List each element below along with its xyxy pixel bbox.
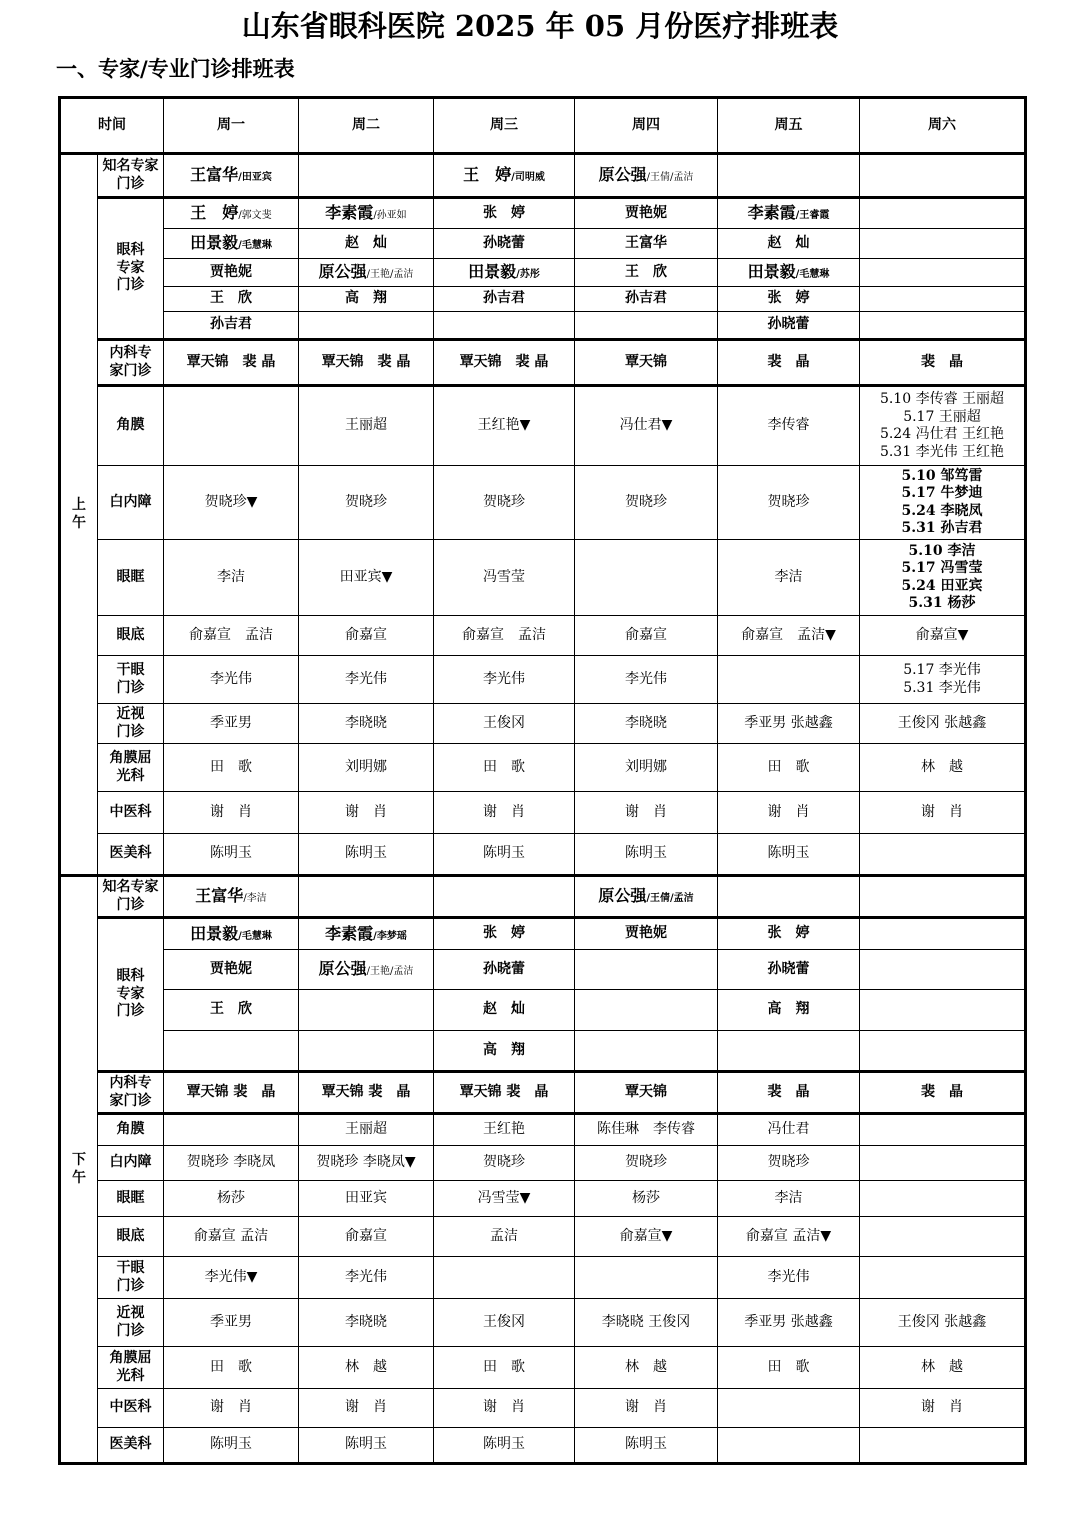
am-cornea-sat [860, 386, 1026, 466]
pm-expert-r4-thu [575, 1031, 718, 1072]
am-orbit-thu [575, 540, 718, 616]
pm-fundus-wed: 孟洁 [434, 1217, 575, 1257]
am-orbit-cat: 眼眶 [98, 540, 164, 616]
am-expert-r4-thu: 孙吉君 [575, 287, 718, 312]
pm-orbit-thu: 杨莎 [575, 1181, 718, 1217]
am-myopia-cat: 近视门诊 [98, 704, 164, 744]
am-famous-cat: 知名专家门诊 [98, 154, 164, 198]
pm-orbit-fri: 李洁 [718, 1181, 860, 1217]
am-dryeye-mon: 李光伟 [164, 656, 299, 704]
pm-internal-cat: 内科专家门诊 [98, 1072, 164, 1114]
am-refractive-thu: 刘明娜 [575, 744, 718, 792]
am-myopia-sat: 王俊冈 张越鑫 [860, 704, 1026, 744]
am-expert-r5-wed [434, 312, 575, 340]
pm-refractive-tue: 林 越 [299, 1347, 434, 1389]
pm-dryeye-thu [575, 1257, 718, 1299]
am-internal-cat: 内科专家门诊 [98, 340, 164, 386]
header-fri: 周五 [718, 98, 860, 154]
am-expert-r1-tue: 李素霞/孙亚如 [299, 198, 434, 229]
header-wed: 周三 [434, 98, 575, 154]
am-famous-sat [860, 154, 1026, 198]
pm-cataract-sat [860, 1146, 1026, 1181]
pm-famous-mon: 王富华/李洁 [164, 876, 299, 918]
am-tcm-mon: 谢 肖 [164, 792, 299, 834]
am-tcm-thu: 谢 肖 [575, 792, 718, 834]
am-expert-r4-mon: 王 欣 [164, 287, 299, 312]
am-dryeye-tue: 李光伟 [299, 656, 434, 704]
pm-expert-r1-tue: 李素霞/李梦瑶 [299, 918, 434, 950]
page-title: 山东省眼科医院 2025 年 05 月份医疗排班表 [241, 9, 839, 43]
pm-dryeye-row [60, 1257, 1026, 1299]
pm-cataract-fri: 贺晓珍 [718, 1146, 860, 1181]
am-cornea-row [60, 386, 1026, 466]
am-expert-r5-fri: 孙晓蕾 [718, 312, 860, 340]
am-dryeye-cat: 干眼门诊 [98, 656, 164, 704]
pm-refractive-mon: 田 歌 [164, 1347, 299, 1389]
pm-expert-r3-thu [575, 990, 718, 1031]
pm-expert-cat: 眼科专家门诊 [98, 918, 164, 1072]
am-myopia-fri: 季亚男 张越鑫 [718, 704, 860, 744]
am-internal-sat: 裴 晶 [860, 340, 1026, 386]
am-expert-r1-fri: 李素霞/王睿霞 [718, 198, 860, 229]
pm-expert-row-3 [60, 990, 1026, 1031]
am-cosmetic-wed: 陈明玉 [434, 834, 575, 876]
am-myopia-tue: 李晓晓 [299, 704, 434, 744]
am-internal-fri: 裴 晶 [718, 340, 860, 386]
am-cataract-tue: 贺晓珍 [299, 466, 434, 540]
am-refractive-wed: 田 歌 [434, 744, 575, 792]
am-cornea-sat-1: 5.10 李传睿 王丽超 [879, 391, 1005, 407]
header-sat: 周六 [860, 98, 1026, 154]
am-orbit-sat [860, 540, 1026, 616]
pm-refractive-cat: 角膜屈光科 [98, 1347, 164, 1389]
am-cornea-wed: 王红艳▼ [434, 386, 575, 466]
am-orbit-tue: 田亚宾▼ [299, 540, 434, 616]
am-cosmetic-thu: 陈明玉 [575, 834, 718, 876]
am-tcm-row [60, 792, 1026, 834]
am-cosmetic-mon: 陈明玉 [164, 834, 299, 876]
pm-fundus-cat: 眼底 [98, 1217, 164, 1257]
am-expert-r1-wed: 张 婷 [434, 198, 575, 229]
am-famous-row [60, 154, 1026, 198]
pm-myopia-sat: 王俊冈 张越鑫 [860, 1299, 1026, 1347]
am-fundus-wed: 俞嘉宣 孟洁 [434, 616, 575, 656]
header-row [60, 98, 1026, 154]
pm-refractive-fri: 田 歌 [718, 1347, 860, 1389]
pm-expert-r4-wed: 高 翔 [434, 1031, 575, 1072]
am-internal-tue: 覃天锦 裴 晶 [299, 340, 434, 386]
am-fundus-fri: 俞嘉宣 孟洁▼ [718, 616, 860, 656]
am-cataract-cat: 白内障 [98, 466, 164, 540]
pm-tcm-wed: 谢 肖 [434, 1389, 575, 1428]
am-expert-r2-fri: 赵 灿 [718, 229, 860, 259]
am-cataract-wed: 贺晓珍 [434, 466, 575, 540]
pm-fundus-thu: 俞嘉宣▼ [575, 1217, 718, 1257]
header-time: 时间 [60, 98, 164, 154]
am-famous-thu: 原公强/王倩/孟洁 [575, 154, 718, 198]
pm-cataract-row [60, 1146, 1026, 1181]
am-famous-fri [718, 154, 860, 198]
am-refractive-mon: 田 歌 [164, 744, 299, 792]
pm-internal-sat: 裴 晶 [860, 1072, 1026, 1114]
pm-internal-mon: 覃天锦 裴 晶 [164, 1072, 299, 1114]
pm-cataract-tue: 贺晓珍 李晓凤▼ [299, 1146, 434, 1181]
am-expert-r3-fri: 田景毅/毛慧琳 [718, 259, 860, 287]
am-orbit-fri: 李洁 [718, 540, 860, 616]
am-myopia-row [60, 704, 1026, 744]
am-expert-r2-thu: 王富华 [575, 229, 718, 259]
pm-expert-r1-fri: 张 婷 [718, 918, 860, 950]
am-expert-r3-thu: 王 欣 [575, 259, 718, 287]
am-expert-r4-sat [860, 287, 1026, 312]
pm-expert-r1-wed: 张 婷 [434, 918, 575, 950]
am-expert-r1-sat [860, 198, 1026, 229]
pm-myopia-thu: 李晓晓 王俊冈 [575, 1299, 718, 1347]
pm-expert-row-4 [60, 1031, 1026, 1072]
am-expert-row-4 [60, 287, 1026, 312]
am-expert-row-3 [60, 259, 1026, 287]
pm-orbit-sat [860, 1181, 1026, 1217]
pm-dryeye-mon: 李光伟▼ [164, 1257, 299, 1299]
pm-internal-tue: 覃天锦 裴 晶 [299, 1072, 434, 1114]
am-cosmetic-row [60, 834, 1026, 876]
am-cosmetic-cat: 医美科 [98, 834, 164, 876]
am-internal-row [60, 340, 1026, 386]
pm-expert-r2-sat [860, 950, 1026, 990]
am-dryeye-wed: 李光伟 [434, 656, 575, 704]
pm-expert-r2-thu [575, 950, 718, 990]
am-tcm-fri: 谢 肖 [718, 792, 860, 834]
pm-period-label [60, 876, 98, 1464]
am-expert-r2-sat [860, 229, 1026, 259]
pm-cataract-cat: 白内障 [98, 1146, 164, 1181]
am-cataract-row [60, 466, 1026, 540]
pm-cornea-thu: 陈佳琳 李传睿 [575, 1114, 718, 1146]
pm-expert-r4-fri [718, 1031, 860, 1072]
pm-myopia-fri: 季亚男 张越鑫 [718, 1299, 860, 1347]
am-tcm-wed: 谢 肖 [434, 792, 575, 834]
am-tcm-tue: 谢 肖 [299, 792, 434, 834]
header-thu: 周四 [575, 98, 718, 154]
header-mon: 周一 [164, 98, 299, 154]
am-refractive-cat: 角膜屈光科 [98, 744, 164, 792]
am-cornea-sat-2: 5.17 王丽超 [903, 408, 981, 425]
pm-famous-cat: 知名专家门诊 [98, 876, 164, 918]
pm-tcm-tue: 谢 肖 [299, 1389, 434, 1428]
pm-cornea-cat: 角膜 [98, 1114, 164, 1146]
pm-famous-row [60, 876, 1026, 918]
pm-internal-thu: 覃天锦 [575, 1072, 718, 1114]
pm-myopia-cat: 近视门诊 [98, 1299, 164, 1347]
am-expert-r3-mon: 贾艳妮 [164, 259, 299, 287]
pm-expert-r1-sat [860, 918, 1026, 950]
pm-famous-tue [299, 876, 434, 918]
am-cornea-fri: 李传睿 [718, 386, 860, 466]
pm-dryeye-cat: 干眼门诊 [98, 1257, 164, 1299]
pm-expert-r3-tue [299, 990, 434, 1031]
am-myopia-wed: 王俊冈 [434, 704, 575, 744]
am-cosmetic-sat [860, 834, 1026, 876]
pm-tcm-cat: 中医科 [98, 1389, 164, 1428]
header-tue: 周二 [299, 98, 434, 154]
pm-famous-sat [860, 876, 1026, 918]
schedule-table [58, 96, 1027, 1465]
pm-orbit-row [60, 1181, 1026, 1217]
pm-cornea-fri: 冯仕君 [718, 1114, 860, 1146]
pm-tcm-mon: 谢 肖 [164, 1389, 299, 1428]
pm-cornea-sat [860, 1114, 1026, 1146]
pm-myopia-tue: 李晓晓 [299, 1299, 434, 1347]
pm-cosmetic-mon: 陈明玉 [164, 1428, 299, 1464]
pm-dryeye-tue: 李光伟 [299, 1257, 434, 1299]
pm-cosmetic-row [60, 1428, 1026, 1464]
am-expert-r2-tue: 赵 灿 [299, 229, 434, 259]
pm-fundus-mon: 俞嘉宣 孟洁 [164, 1217, 299, 1257]
am-expert-r5-tue [299, 312, 434, 340]
am-expert-r5-sat [860, 312, 1026, 340]
am-cataract-sat-4: 5.31 孙吉君 [901, 520, 983, 536]
am-expert-r3-tue: 原公强/王艳/孟洁 [299, 259, 434, 287]
pm-tcm-thu: 谢 肖 [575, 1389, 718, 1428]
am-fundus-row [60, 616, 1026, 656]
am-fundus-cat: 眼底 [98, 616, 164, 656]
am-expert-r2-mon: 田景毅/毛慧琳 [164, 229, 299, 259]
pm-expert-r1-thu: 贾艳妮 [575, 918, 718, 950]
am-cataract-sat-1: 5.10 邹笃雷 [901, 467, 983, 484]
pm-orbit-cat: 眼眶 [98, 1181, 164, 1217]
pm-cataract-wed: 贺晓珍 [434, 1146, 575, 1181]
pm-internal-wed: 覃天锦 裴 晶 [434, 1072, 575, 1114]
am-orbit-sat-4: 5.31 杨莎 [908, 595, 976, 611]
am-refractive-fri: 田 歌 [718, 744, 860, 792]
pm-orbit-tue: 田亚宾 [299, 1181, 434, 1217]
am-cosmetic-fri: 陈明玉 [718, 834, 860, 876]
am-fundus-mon: 俞嘉宣 孟洁 [164, 616, 299, 656]
pm-orbit-wed: 冯雪莹▼ [434, 1181, 575, 1217]
am-cataract-thu: 贺晓珍 [575, 466, 718, 540]
pm-cornea-tue: 王丽超 [299, 1114, 434, 1146]
am-famous-mon: 王富华/田亚宾 [164, 154, 299, 198]
am-orbit-mon: 李洁 [164, 540, 299, 616]
pm-fundus-row [60, 1217, 1026, 1257]
pm-internal-fri: 裴 晶 [718, 1072, 860, 1114]
pm-famous-wed [434, 876, 575, 918]
am-internal-thu: 覃天锦 [575, 340, 718, 386]
am-cornea-mon [164, 386, 299, 466]
pm-dryeye-sat [860, 1257, 1026, 1299]
pm-refractive-row [60, 1347, 1026, 1389]
am-label: 上午 [72, 497, 86, 531]
am-fundus-thu: 俞嘉宣 [575, 616, 718, 656]
am-cataract-fri: 贺晓珍 [718, 466, 860, 540]
am-cataract-mon: 贺晓珍▼ [164, 466, 299, 540]
pm-expert-r3-fri: 高 翔 [718, 990, 860, 1031]
am-refractive-sat: 林 越 [860, 744, 1026, 792]
am-tcm-cat: 中医科 [98, 792, 164, 834]
pm-expert-row-1 [60, 918, 1026, 950]
pm-myopia-mon: 季亚男 [164, 1299, 299, 1347]
am-orbit-sat-3: 5.24 田亚宾 [901, 577, 983, 594]
am-cosmetic-tue: 陈明玉 [299, 834, 434, 876]
am-cornea-sat-3: 5.24 冯仕君 王红艳 [879, 426, 1005, 442]
am-cataract-sat-3: 5.24 李晓凤 [901, 502, 983, 519]
am-orbit-sat-2: 5.17 冯雪莹 [901, 560, 983, 576]
am-refractive-row [60, 744, 1026, 792]
pm-refractive-sat: 林 越 [860, 1347, 1026, 1389]
pm-dryeye-fri: 李光伟 [718, 1257, 860, 1299]
am-expert-row-1 [60, 198, 1026, 229]
am-dryeye-fri [718, 656, 860, 704]
am-expert-row-5 [60, 312, 1026, 340]
pm-expert-r2-wed: 孙晓蕾 [434, 950, 575, 990]
am-dryeye-thu: 李光伟 [575, 656, 718, 704]
pm-expert-r3-sat [860, 990, 1026, 1031]
pm-label: 下午 [72, 1152, 86, 1186]
pm-cataract-mon: 贺晓珍 李晓凤 [164, 1146, 299, 1181]
am-dryeye-sat-2: 5.31 李光伟 [903, 679, 981, 696]
pm-refractive-wed: 田 歌 [434, 1347, 575, 1389]
pm-dryeye-wed [434, 1257, 575, 1299]
pm-expert-r2-mon: 贾艳妮 [164, 950, 299, 990]
am-cornea-cat: 角膜 [98, 386, 164, 466]
pm-cornea-wed: 王红艳 [434, 1114, 575, 1146]
am-orbit-wed: 冯雪莹 [434, 540, 575, 616]
am-cornea-sat-4: 5.31 李光伟 王红艳 [879, 443, 1005, 460]
section-subtitle: 一、专家/专业门诊排班表 [56, 56, 295, 81]
pm-expert-r4-sat [860, 1031, 1026, 1072]
am-expert-r1-thu: 贾艳妮 [575, 198, 718, 229]
pm-expert-r2-tue: 原公强/王艳/孟洁 [299, 950, 434, 990]
pm-fundus-fri: 俞嘉宣 孟洁▼ [718, 1217, 860, 1257]
pm-cosmetic-fri [718, 1428, 860, 1464]
am-cornea-tue: 王丽超 [299, 386, 434, 466]
am-expert-r3-sat [860, 259, 1026, 287]
pm-orbit-mon: 杨莎 [164, 1181, 299, 1217]
am-orbit-row [60, 540, 1026, 616]
pm-expert-r1-mon: 田景毅/毛慧琳 [164, 918, 299, 950]
pm-myopia-row [60, 1299, 1026, 1347]
pm-expert-r4-mon [164, 1031, 299, 1072]
am-expert-r2-wed: 孙晓蕾 [434, 229, 575, 259]
am-expert-cat: 眼科专家门诊 [98, 198, 164, 340]
pm-cosmetic-sat [860, 1428, 1026, 1464]
am-myopia-mon: 季亚男 [164, 704, 299, 744]
am-period-label [60, 154, 98, 876]
am-famous-wed: 王 婷/司明威 [434, 154, 575, 198]
am-fundus-sat: 俞嘉宣▼ [860, 616, 1026, 656]
am-expert-r3-wed: 田景毅/苏彤 [434, 259, 575, 287]
pm-fundus-sat [860, 1217, 1026, 1257]
pm-cornea-row [60, 1114, 1026, 1146]
am-internal-mon: 覃天锦 裴 晶 [164, 340, 299, 386]
pm-expert-row-2 [60, 950, 1026, 990]
am-cornea-thu: 冯仕君▼ [575, 386, 718, 466]
am-expert-r4-tue: 高 翔 [299, 287, 434, 312]
am-cataract-sat-2: 5.17 牛梦迪 [901, 485, 983, 501]
am-refractive-tue: 刘明娜 [299, 744, 434, 792]
am-expert-r4-wed: 孙吉君 [434, 287, 575, 312]
pm-myopia-wed: 王俊冈 [434, 1299, 575, 1347]
pm-refractive-thu: 林 越 [575, 1347, 718, 1389]
am-tcm-sat: 谢 肖 [860, 792, 1026, 834]
am-myopia-thu: 李晓晓 [575, 704, 718, 744]
pm-expert-r4-tue [299, 1031, 434, 1072]
pm-internal-row [60, 1072, 1026, 1114]
pm-cornea-mon [164, 1114, 299, 1146]
pm-cosmetic-wed: 陈明玉 [434, 1428, 575, 1464]
am-expert-r5-mon: 孙吉君 [164, 312, 299, 340]
pm-cosmetic-tue: 陈明玉 [299, 1428, 434, 1464]
pm-tcm-row [60, 1389, 1026, 1428]
am-dryeye-sat-1: 5.17 李光伟 [903, 662, 981, 678]
pm-cosmetic-cat: 医美科 [98, 1428, 164, 1464]
am-expert-r1-mon: 王 婷/郭文斐 [164, 198, 299, 229]
am-dryeye-sat [860, 656, 1026, 704]
pm-cataract-thu: 贺晓珍 [575, 1146, 718, 1181]
am-expert-row-2 [60, 229, 1026, 259]
am-cataract-sat [860, 466, 1026, 540]
pm-expert-r2-fri: 孙晓蕾 [718, 950, 860, 990]
pm-famous-thu: 原公强/王倩/孟洁 [575, 876, 718, 918]
am-internal-wed: 覃天锦 裴 晶 [434, 340, 575, 386]
am-expert-r4-fri: 张 婷 [718, 287, 860, 312]
am-famous-tue [299, 154, 434, 198]
pm-fundus-tue: 俞嘉宣 [299, 1217, 434, 1257]
pm-expert-r3-mon: 王 欣 [164, 990, 299, 1031]
pm-famous-fri [718, 876, 860, 918]
am-orbit-sat-1: 5.10 李洁 [908, 542, 976, 559]
pm-expert-r3-wed: 赵 灿 [434, 990, 575, 1031]
am-fundus-tue: 俞嘉宣 [299, 616, 434, 656]
pm-tcm-fri [718, 1389, 860, 1428]
am-expert-r5-thu [575, 312, 718, 340]
pm-cosmetic-thu: 陈明玉 [575, 1428, 718, 1464]
am-dryeye-row [60, 656, 1026, 704]
pm-tcm-sat: 谢 肖 [860, 1389, 1026, 1428]
